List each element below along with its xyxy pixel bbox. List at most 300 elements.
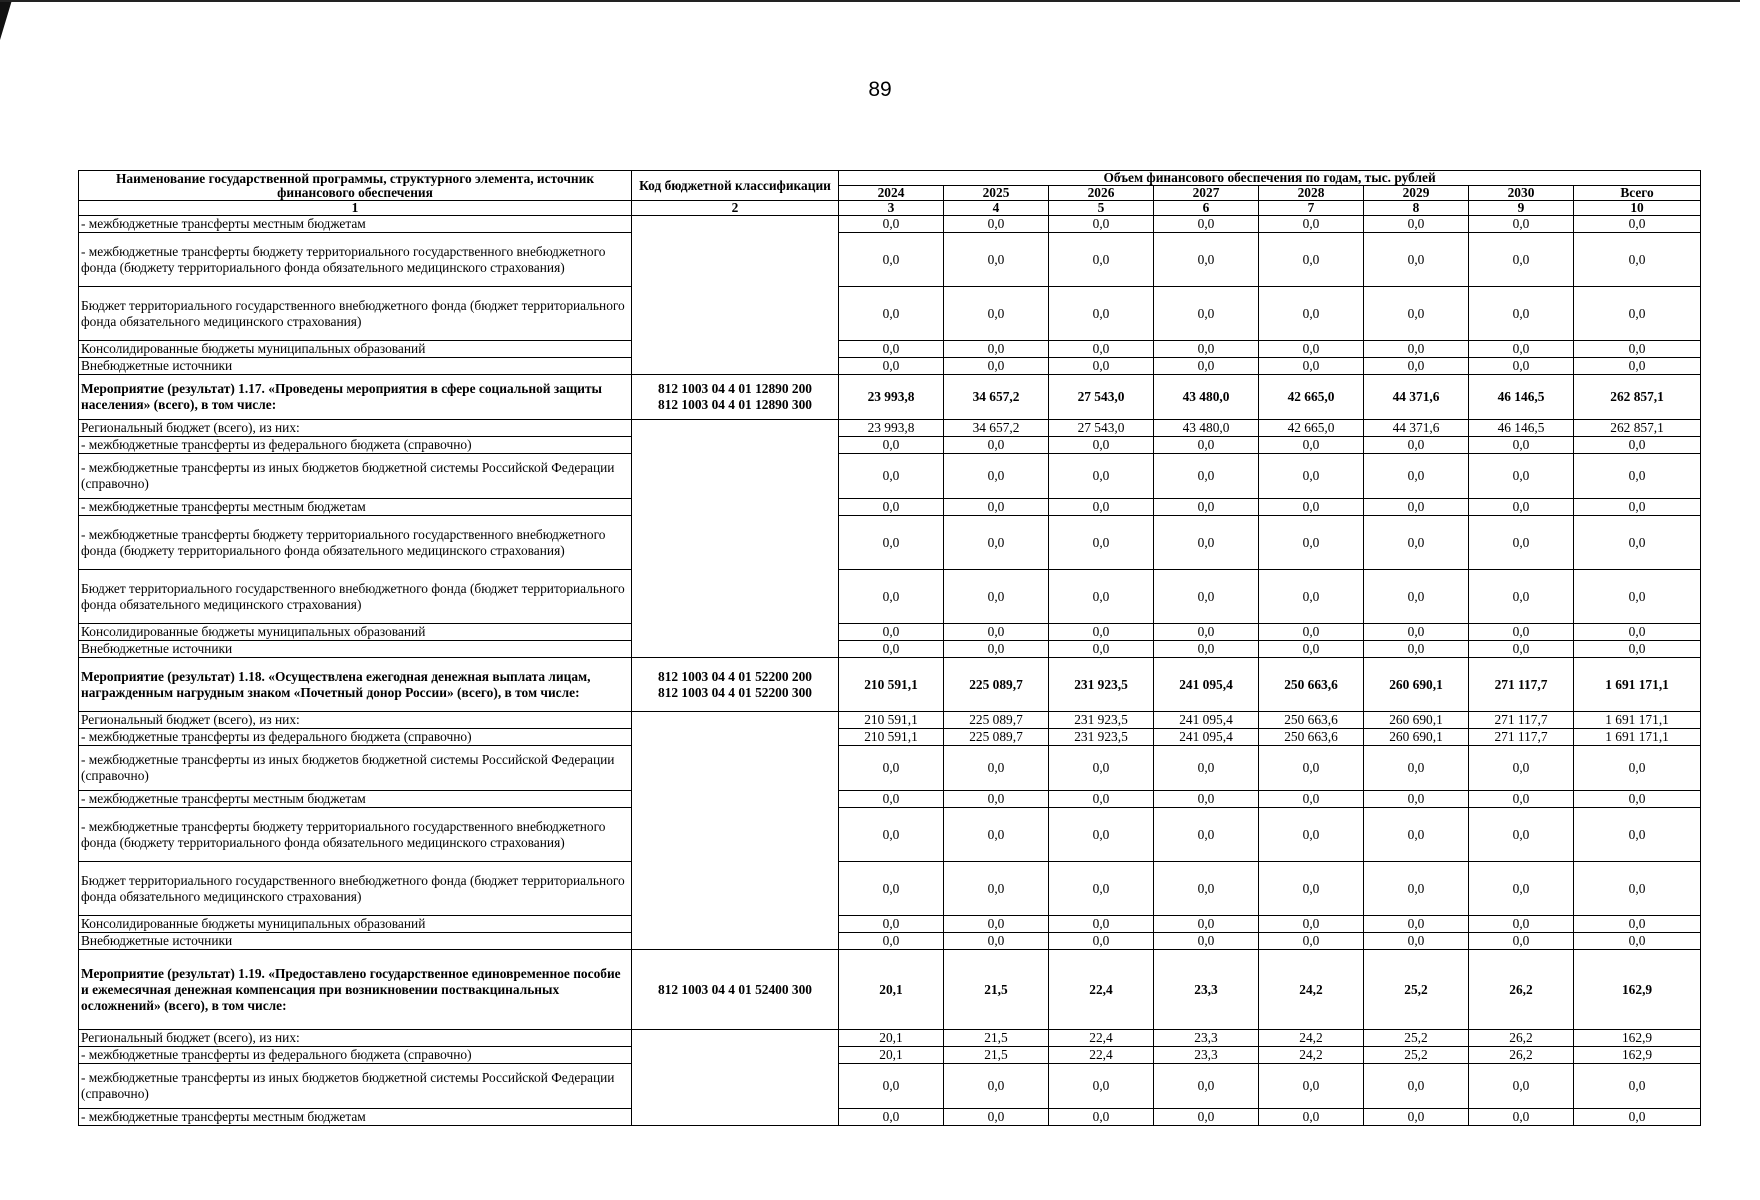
total-value: 0,0 xyxy=(1574,516,1701,570)
year-value: 0,0 xyxy=(1364,1109,1469,1126)
total-value: 0,0 xyxy=(1574,746,1701,791)
year-value: 0,0 xyxy=(1259,1064,1364,1109)
scan-corner-mark xyxy=(0,0,12,40)
year-value: 34 657,2 xyxy=(944,375,1049,420)
year-value: 250 663,6 xyxy=(1259,729,1364,746)
page-number: 89 xyxy=(868,78,892,101)
year-value: 0,0 xyxy=(839,233,944,287)
year-value: 0,0 xyxy=(1049,916,1154,933)
total-value: 0,0 xyxy=(1574,641,1701,658)
header-year: 2030 xyxy=(1469,186,1574,201)
col-number: 4 xyxy=(944,201,1049,216)
year-value: 0,0 xyxy=(1469,1109,1574,1126)
year-value: 0,0 xyxy=(1469,437,1574,454)
year-value: 0,0 xyxy=(944,746,1049,791)
row-label: - межбюджетные трансферты местным бюджетам xyxy=(79,499,632,516)
row-label: - межбюджетные трансферты из федерального бюджета (справочно) xyxy=(79,1047,632,1064)
row-label: Консолидированные бюджеты муниципальных образований xyxy=(79,916,632,933)
year-value: 0,0 xyxy=(1154,341,1259,358)
year-value: 0,0 xyxy=(1364,216,1469,233)
year-value: 23,3 xyxy=(1154,950,1259,1030)
col-number: 7 xyxy=(1259,201,1364,216)
year-value: 0,0 xyxy=(1049,516,1154,570)
row-label: Мероприятие (результат) 1.19. «Предоставлено государственное единовременное пособие и ежемесячная денежная компенсация при возникновении поствакцинальных осложнений» (всего), в том числе: xyxy=(79,950,632,1030)
table-row xyxy=(79,916,1701,933)
row-label: Бюджет территориального государственного внебюджетного фонда (бюджет территориального фонда обязательного медицинского страхования) xyxy=(79,287,632,341)
total-value: 262 857,1 xyxy=(1574,420,1701,437)
table-row xyxy=(79,570,1701,624)
header-year: 2026 xyxy=(1049,186,1154,201)
year-value: 46 146,5 xyxy=(1469,420,1574,437)
year-value: 0,0 xyxy=(1259,641,1364,658)
year-value: 0,0 xyxy=(1049,454,1154,499)
year-value: 0,0 xyxy=(1154,437,1259,454)
table-row xyxy=(79,658,1701,712)
year-value: 0,0 xyxy=(1049,216,1154,233)
year-value: 0,0 xyxy=(1154,358,1259,375)
year-value: 0,0 xyxy=(839,862,944,916)
total-value: 0,0 xyxy=(1574,358,1701,375)
year-value: 0,0 xyxy=(1259,624,1364,641)
year-value: 210 591,1 xyxy=(839,658,944,712)
year-value: 0,0 xyxy=(1154,516,1259,570)
year-value: 0,0 xyxy=(1364,641,1469,658)
header-name: Наименование государственной программы, структурного элемента, источник финансового обеспечения xyxy=(79,171,632,201)
table-row xyxy=(79,808,1701,862)
row-label: - межбюджетные трансферты из иных бюджетов бюджетной системы Российской Федерации (справочно) xyxy=(79,746,632,791)
header-year: 2029 xyxy=(1364,186,1469,201)
total-value: 0,0 xyxy=(1574,862,1701,916)
year-value: 0,0 xyxy=(944,916,1049,933)
year-value: 0,0 xyxy=(1259,808,1364,862)
header-year: 2028 xyxy=(1259,186,1364,201)
total-value: 0,0 xyxy=(1574,570,1701,624)
row-label: Внебюджетные источники xyxy=(79,933,632,950)
year-value: 0,0 xyxy=(1049,499,1154,516)
table-row xyxy=(79,950,1701,1030)
year-value: 0,0 xyxy=(1154,933,1259,950)
table-row xyxy=(79,499,1701,516)
year-value: 25,2 xyxy=(1364,950,1469,1030)
year-value: 0,0 xyxy=(1364,1064,1469,1109)
table-row xyxy=(79,454,1701,499)
row-label: - межбюджетные трансферты местным бюджетам xyxy=(79,1109,632,1126)
year-value: 210 591,1 xyxy=(839,712,944,729)
year-value: 0,0 xyxy=(839,916,944,933)
year-value: 0,0 xyxy=(839,341,944,358)
table-row xyxy=(79,746,1701,791)
year-value: 44 371,6 xyxy=(1364,420,1469,437)
year-value: 0,0 xyxy=(1259,437,1364,454)
total-value: 0,0 xyxy=(1574,216,1701,233)
year-value: 0,0 xyxy=(1154,216,1259,233)
year-value: 0,0 xyxy=(1469,862,1574,916)
col-number: 6 xyxy=(1154,201,1259,216)
table-row xyxy=(79,437,1701,454)
year-value: 22,4 xyxy=(1049,1047,1154,1064)
year-value: 0,0 xyxy=(1469,916,1574,933)
year-value: 0,0 xyxy=(1259,746,1364,791)
year-value: 0,0 xyxy=(1049,1109,1154,1126)
year-value: 0,0 xyxy=(1259,341,1364,358)
table-row xyxy=(79,1030,1701,1047)
year-value: 0,0 xyxy=(1259,933,1364,950)
total-value: 0,0 xyxy=(1574,1064,1701,1109)
year-value: 21,5 xyxy=(944,1047,1049,1064)
year-value: 46 146,5 xyxy=(1469,375,1574,420)
year-value: 241 095,4 xyxy=(1154,712,1259,729)
total-value: 1 691 171,1 xyxy=(1574,658,1701,712)
row-label: - межбюджетные трансферты из иных бюджетов бюджетной системы Российской Федерации (справочно) xyxy=(79,454,632,499)
year-value: 231 923,5 xyxy=(1049,658,1154,712)
col-number: 3 xyxy=(839,201,944,216)
header-total: Всего xyxy=(1574,186,1701,201)
year-value: 0,0 xyxy=(839,358,944,375)
year-value: 0,0 xyxy=(1469,570,1574,624)
total-value: 0,0 xyxy=(1574,341,1701,358)
year-value: 0,0 xyxy=(1259,570,1364,624)
year-value: 22,4 xyxy=(1049,950,1154,1030)
year-value: 0,0 xyxy=(1259,916,1364,933)
row-label: Консолидированные бюджеты муниципальных образований xyxy=(79,624,632,641)
year-value: 0,0 xyxy=(1154,641,1259,658)
year-value: 0,0 xyxy=(1154,1064,1259,1109)
table-row xyxy=(79,1109,1701,1126)
year-value: 0,0 xyxy=(944,516,1049,570)
budget-code: 812 1003 04 4 01 12890 200 812 1003 04 4 01 12890 300 xyxy=(632,375,839,420)
year-value: 0,0 xyxy=(1049,1064,1154,1109)
row-label: Мероприятие (результат) 1.18. «Осуществлена ежегодная денежная выплата лицам, награжденным нагрудным знаком «Почетный донор России» (всего), в том числе: xyxy=(79,658,632,712)
table-row xyxy=(79,341,1701,358)
row-label: Внебюджетные источники xyxy=(79,641,632,658)
total-value: 0,0 xyxy=(1574,933,1701,950)
year-value: 0,0 xyxy=(839,216,944,233)
year-value: 0,0 xyxy=(1049,641,1154,658)
year-value: 0,0 xyxy=(839,516,944,570)
year-value: 0,0 xyxy=(1154,862,1259,916)
table-row xyxy=(79,287,1701,341)
year-value: 0,0 xyxy=(1364,358,1469,375)
year-value: 0,0 xyxy=(1469,454,1574,499)
year-value: 21,5 xyxy=(944,950,1049,1030)
year-value: 0,0 xyxy=(1469,216,1574,233)
table-row xyxy=(79,516,1701,570)
year-value: 0,0 xyxy=(944,570,1049,624)
year-value: 0,0 xyxy=(1049,791,1154,808)
table-row xyxy=(79,624,1701,641)
year-value: 260 690,1 xyxy=(1364,658,1469,712)
year-value: 0,0 xyxy=(944,499,1049,516)
row-label: - межбюджетные трансферты бюджету территориального государственного внебюджетного фонда (бюджету территориального фонда обязательного медицинского страхования) xyxy=(79,808,632,862)
year-value: 0,0 xyxy=(1154,624,1259,641)
year-value: 0,0 xyxy=(944,641,1049,658)
year-value: 241 095,4 xyxy=(1154,729,1259,746)
year-value: 0,0 xyxy=(1469,516,1574,570)
row-label: Мероприятие (результат) 1.17. «Проведены мероприятия в сфере социальной защиты населения» (всего), в том числе: xyxy=(79,375,632,420)
total-value: 162,9 xyxy=(1574,1030,1701,1047)
total-value: 0,0 xyxy=(1574,454,1701,499)
header-year: 2027 xyxy=(1154,186,1259,201)
year-value: 0,0 xyxy=(1259,516,1364,570)
year-value: 0,0 xyxy=(1049,624,1154,641)
year-value: 21,5 xyxy=(944,1030,1049,1047)
financing-table xyxy=(78,170,1701,1126)
row-label: - межбюджетные трансферты бюджету территориального государственного внебюджетного фонда (бюджету территориального фонда обязательного медицинского страхования) xyxy=(79,516,632,570)
row-label: Внебюджетные источники xyxy=(79,358,632,375)
row-label: - межбюджетные трансферты бюджету территориального государственного внебюджетного фонда (бюджету территориального фонда обязательного медицинского страхования) xyxy=(79,233,632,287)
total-value: 0,0 xyxy=(1574,499,1701,516)
row-label: - межбюджетные трансферты из иных бюджетов бюджетной системы Российской Федерации (справочно) xyxy=(79,1064,632,1109)
year-value: 0,0 xyxy=(1469,791,1574,808)
total-value: 0,0 xyxy=(1574,791,1701,808)
year-value: 210 591,1 xyxy=(839,729,944,746)
year-value: 225 089,7 xyxy=(944,712,1049,729)
header-year: 2025 xyxy=(944,186,1049,201)
year-value: 0,0 xyxy=(1049,358,1154,375)
year-value: 0,0 xyxy=(839,808,944,862)
year-value: 0,0 xyxy=(1469,746,1574,791)
year-value: 0,0 xyxy=(839,641,944,658)
total-value: 0,0 xyxy=(1574,916,1701,933)
year-value: 23 993,8 xyxy=(839,420,944,437)
year-value: 0,0 xyxy=(944,624,1049,641)
year-value: 0,0 xyxy=(1154,791,1259,808)
budget-code-empty xyxy=(632,420,839,658)
year-value: 271 117,7 xyxy=(1469,712,1574,729)
year-value: 0,0 xyxy=(1049,862,1154,916)
budget-code: 812 1003 04 4 01 52400 300 xyxy=(632,950,839,1030)
year-value: 0,0 xyxy=(1469,287,1574,341)
table-row xyxy=(79,216,1701,233)
year-value: 0,0 xyxy=(1469,233,1574,287)
year-value: 0,0 xyxy=(944,933,1049,950)
year-value: 0,0 xyxy=(1364,437,1469,454)
year-value: 43 480,0 xyxy=(1154,420,1259,437)
year-value: 0,0 xyxy=(1469,358,1574,375)
table-row xyxy=(79,420,1701,437)
year-value: 241 095,4 xyxy=(1154,658,1259,712)
year-value: 0,0 xyxy=(1154,287,1259,341)
year-value: 0,0 xyxy=(1259,454,1364,499)
year-value: 0,0 xyxy=(1364,516,1469,570)
col-number: 9 xyxy=(1469,201,1574,216)
year-value: 0,0 xyxy=(1364,862,1469,916)
year-value: 0,0 xyxy=(1469,933,1574,950)
col-number: 5 xyxy=(1049,201,1154,216)
year-value: 0,0 xyxy=(1154,1109,1259,1126)
year-value: 25,2 xyxy=(1364,1030,1469,1047)
year-value: 0,0 xyxy=(944,358,1049,375)
year-value: 26,2 xyxy=(1469,950,1574,1030)
year-value: 0,0 xyxy=(944,791,1049,808)
year-value: 0,0 xyxy=(1154,570,1259,624)
year-value: 0,0 xyxy=(1259,358,1364,375)
year-value: 0,0 xyxy=(839,437,944,454)
year-value: 231 923,5 xyxy=(1049,729,1154,746)
header-code: Код бюджетной классификации xyxy=(632,171,839,201)
year-value: 20,1 xyxy=(839,1030,944,1047)
year-value: 26,2 xyxy=(1469,1047,1574,1064)
scan-edge-line xyxy=(0,0,1740,2)
year-value: 0,0 xyxy=(1259,287,1364,341)
table-row xyxy=(79,791,1701,808)
year-value: 0,0 xyxy=(1364,499,1469,516)
year-value: 43 480,0 xyxy=(1154,375,1259,420)
year-value: 0,0 xyxy=(1154,499,1259,516)
col-number: 10 xyxy=(1574,201,1701,216)
year-value: 0,0 xyxy=(944,808,1049,862)
table-row xyxy=(79,1047,1701,1064)
year-value: 0,0 xyxy=(1469,808,1574,862)
row-label: Консолидированные бюджеты муниципальных образований xyxy=(79,341,632,358)
total-value: 0,0 xyxy=(1574,808,1701,862)
year-value: 0,0 xyxy=(1154,808,1259,862)
year-value: 42 665,0 xyxy=(1259,420,1364,437)
year-value: 0,0 xyxy=(1049,933,1154,950)
table-row xyxy=(79,933,1701,950)
year-value: 20,1 xyxy=(839,950,944,1030)
year-value: 260 690,1 xyxy=(1364,729,1469,746)
row-label: Региональный бюджет (всего), из них: xyxy=(79,712,632,729)
year-value: 0,0 xyxy=(1049,341,1154,358)
year-value: 42 665,0 xyxy=(1259,375,1364,420)
col-number: 2 xyxy=(632,201,839,216)
total-value: 0,0 xyxy=(1574,287,1701,341)
year-value: 225 089,7 xyxy=(944,658,1049,712)
year-value: 271 117,7 xyxy=(1469,729,1574,746)
year-value: 0,0 xyxy=(944,862,1049,916)
year-value: 0,0 xyxy=(944,233,1049,287)
year-value: 0,0 xyxy=(839,454,944,499)
year-value: 0,0 xyxy=(1364,570,1469,624)
year-value: 0,0 xyxy=(1154,746,1259,791)
table-row xyxy=(79,729,1701,746)
year-value: 0,0 xyxy=(1049,437,1154,454)
year-value: 25,2 xyxy=(1364,1047,1469,1064)
year-value: 231 923,5 xyxy=(1049,712,1154,729)
year-value: 0,0 xyxy=(839,499,944,516)
row-label: - межбюджетные трансферты из федерального бюджета (справочно) xyxy=(79,729,632,746)
year-value: 0,0 xyxy=(1154,916,1259,933)
row-label: - межбюджетные трансферты местным бюджетам xyxy=(79,216,632,233)
total-value: 0,0 xyxy=(1574,1109,1701,1126)
year-value: 0,0 xyxy=(944,216,1049,233)
year-value: 0,0 xyxy=(1364,454,1469,499)
year-value: 0,0 xyxy=(1259,862,1364,916)
budget-code-empty xyxy=(632,712,839,950)
total-value: 1 691 171,1 xyxy=(1574,729,1701,746)
year-value: 0,0 xyxy=(1364,287,1469,341)
year-value: 250 663,6 xyxy=(1259,712,1364,729)
year-value: 0,0 xyxy=(944,454,1049,499)
year-value: 0,0 xyxy=(1364,624,1469,641)
year-value: 225 089,7 xyxy=(944,729,1049,746)
table-row xyxy=(79,641,1701,658)
year-value: 250 663,6 xyxy=(1259,658,1364,712)
year-value: 0,0 xyxy=(1259,216,1364,233)
year-value: 0,0 xyxy=(839,287,944,341)
year-value: 0,0 xyxy=(1469,341,1574,358)
table-row xyxy=(79,233,1701,287)
table-row xyxy=(79,862,1701,916)
year-value: 44 371,6 xyxy=(1364,375,1469,420)
year-value: 0,0 xyxy=(1364,808,1469,862)
header-year: 2024 xyxy=(839,186,944,201)
year-value: 0,0 xyxy=(1049,287,1154,341)
row-label: - межбюджетные трансферты местным бюджетам xyxy=(79,791,632,808)
year-value: 0,0 xyxy=(1259,233,1364,287)
year-value: 0,0 xyxy=(1469,499,1574,516)
budget-code-empty xyxy=(632,1030,839,1126)
year-value: 23,3 xyxy=(1154,1047,1259,1064)
row-label: Бюджет территориального государственного внебюджетного фонда (бюджет территориального фонда обязательного медицинского страхования) xyxy=(79,570,632,624)
year-value: 0,0 xyxy=(1154,233,1259,287)
year-value: 0,0 xyxy=(1259,1109,1364,1126)
year-value: 0,0 xyxy=(944,437,1049,454)
budget-code-empty xyxy=(632,216,839,375)
year-value: 0,0 xyxy=(839,1064,944,1109)
year-value: 22,4 xyxy=(1049,1030,1154,1047)
total-value: 162,9 xyxy=(1574,1047,1701,1064)
year-value: 24,2 xyxy=(1259,950,1364,1030)
year-value: 20,1 xyxy=(839,1047,944,1064)
year-value: 260 690,1 xyxy=(1364,712,1469,729)
row-label: Бюджет территориального государственного внебюджетного фонда (бюджет территориального фонда обязательного медицинского страхования) xyxy=(79,862,632,916)
year-value: 0,0 xyxy=(839,570,944,624)
col-number: 8 xyxy=(1364,201,1469,216)
year-value: 0,0 xyxy=(1364,341,1469,358)
total-value: 0,0 xyxy=(1574,624,1701,641)
year-value: 0,0 xyxy=(1049,570,1154,624)
year-value: 271 117,7 xyxy=(1469,658,1574,712)
total-value: 0,0 xyxy=(1574,233,1701,287)
year-value: 0,0 xyxy=(1259,791,1364,808)
year-value: 0,0 xyxy=(1364,916,1469,933)
year-value: 0,0 xyxy=(1154,454,1259,499)
year-value: 0,0 xyxy=(839,1109,944,1126)
year-value: 0,0 xyxy=(1364,933,1469,950)
row-label: - межбюджетные трансферты из федерального бюджета (справочно) xyxy=(79,437,632,454)
year-value: 26,2 xyxy=(1469,1030,1574,1047)
year-value: 0,0 xyxy=(1049,233,1154,287)
year-value: 27 543,0 xyxy=(1049,375,1154,420)
total-value: 1 691 171,1 xyxy=(1574,712,1701,729)
year-value: 34 657,2 xyxy=(944,420,1049,437)
total-value: 162,9 xyxy=(1574,950,1701,1030)
year-value: 0,0 xyxy=(944,1064,1049,1109)
year-value: 23,3 xyxy=(1154,1030,1259,1047)
table-row xyxy=(79,358,1701,375)
year-value: 0,0 xyxy=(1364,746,1469,791)
year-value: 23 993,8 xyxy=(839,375,944,420)
table-row xyxy=(79,1064,1701,1109)
year-value: 0,0 xyxy=(1259,499,1364,516)
year-value: 0,0 xyxy=(944,341,1049,358)
year-value: 0,0 xyxy=(1469,1064,1574,1109)
year-value: 0,0 xyxy=(944,1109,1049,1126)
total-value: 0,0 xyxy=(1574,437,1701,454)
row-label: Региональный бюджет (всего), из них: xyxy=(79,420,632,437)
year-value: 0,0 xyxy=(1049,746,1154,791)
year-value: 0,0 xyxy=(944,287,1049,341)
year-value: 24,2 xyxy=(1259,1047,1364,1064)
table-body xyxy=(79,216,1701,1126)
col-number: 1 xyxy=(79,201,632,216)
year-value: 0,0 xyxy=(1469,641,1574,658)
year-value: 0,0 xyxy=(839,624,944,641)
year-value: 24,2 xyxy=(1259,1030,1364,1047)
year-value: 0,0 xyxy=(1364,791,1469,808)
